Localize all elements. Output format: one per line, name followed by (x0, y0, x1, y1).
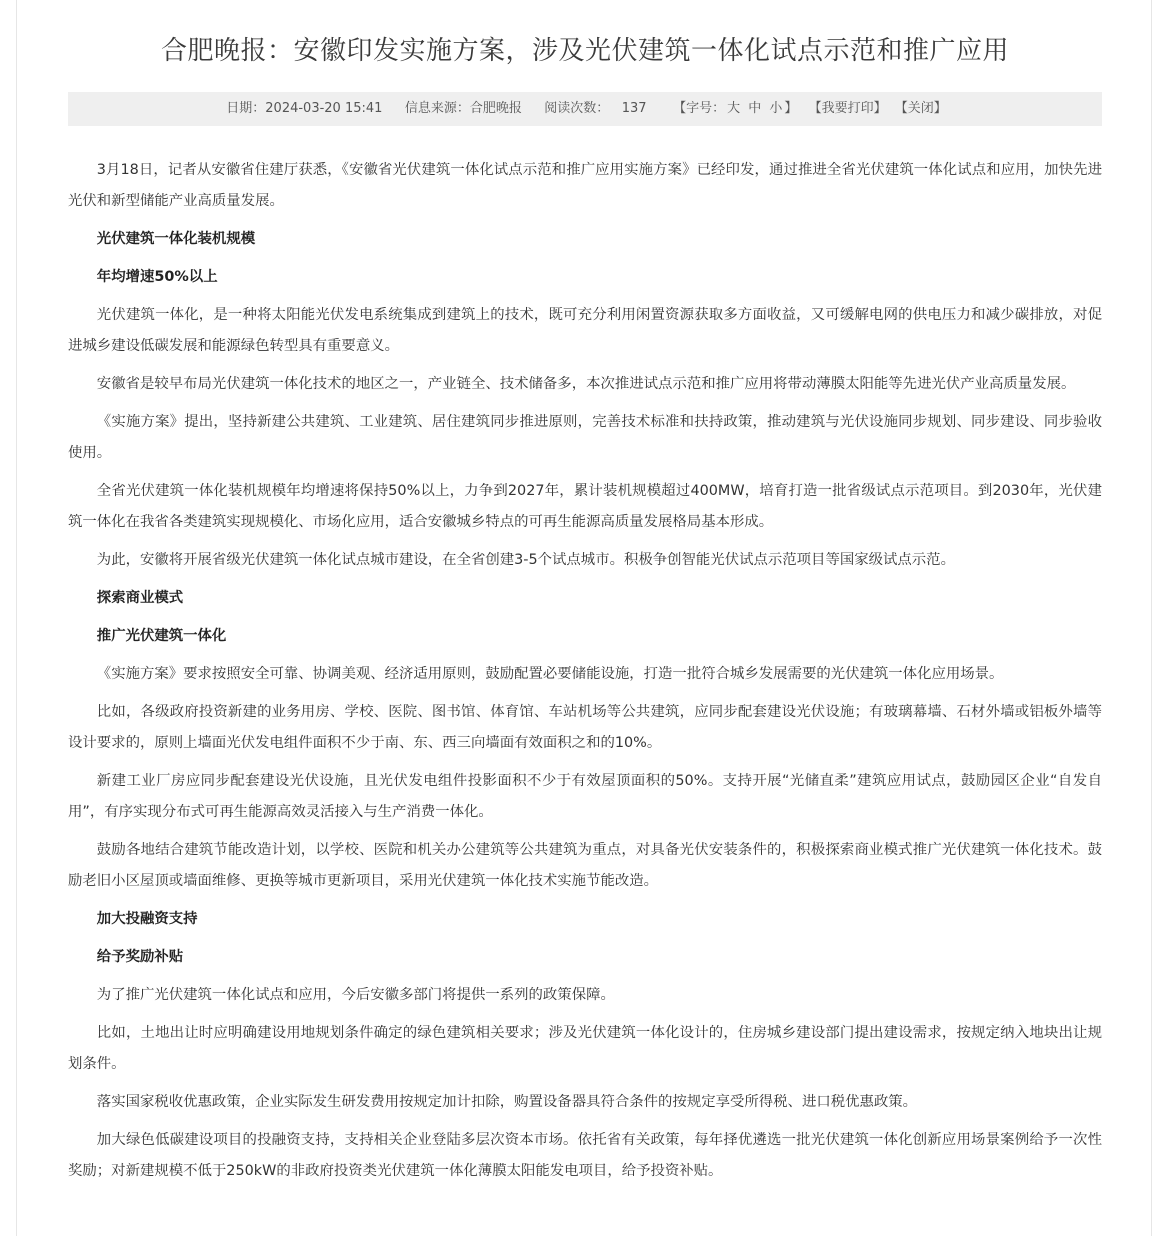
close-button[interactable]: 【关闭】 (894, 101, 947, 116)
date-info (226, 101, 382, 116)
section-subheading: 给予奖励补贴 (96, 949, 184, 965)
print-button[interactable]: 【我要打印】 (808, 101, 887, 116)
article-body (68, 155, 1102, 1194)
article-meta-bar (68, 92, 1102, 126)
paragraph: 3月18日，记者从安徽省住建厅获悉，《安徽省光伏建筑一体化试点示范和推广应用实施方案》已经印发，通过推进全省光伏建筑一体化试点和应用，加快先进光伏和新型储能产业高质量发展。 (68, 162, 1102, 209)
section-subheading: 年均增速50%以上 (96, 269, 218, 285)
font-large-button[interactable]: 大 (727, 101, 741, 116)
paragraph: 《实施方案》提出，坚持新建公共建筑、工业建筑、居住建筑同步推进原则，完善技术标准和扶持政策，推动建筑与光伏设施同步规划、同步建设、同步验收使用。 (68, 414, 1102, 461)
font-small-button[interactable]: 小 (769, 101, 783, 116)
font-size-prefix: 【字号： (673, 101, 726, 116)
date-label: 日期： (226, 101, 266, 116)
source-name: 合肥晚报 (469, 101, 522, 116)
views-label: 阅读次数： (544, 101, 610, 116)
paragraph: 为此，安徽将开展省级光伏建筑一体化试点城市建设，在全省创建3-5个试点城市。积极争创智能光伏试点示范项目等国家级试点示范。 (96, 552, 955, 568)
views-info (544, 101, 646, 116)
source-info (405, 101, 522, 116)
paragraph: 为了推广光伏建筑一体化试点和应用，今后安徽多部门将提供一系列的政策保障。 (96, 987, 615, 1003)
paragraph: 光伏建筑一体化，是一种将太阳能光伏发电系统集成到建筑上的技术，既可充分利用闲置资源获取多方面收益，又可缓解电网的供电压力和减少碳排放，对促进城乡建设低碳发展和能源绿色转型具有重要意义。 (68, 307, 1102, 354)
paragraph: 《实施方案》要求按照安全可靠、协调美观、经济适用原则，鼓励配置必要储能设施，打造一批符合城乡发展需要的光伏建筑一体化应用场景。 (96, 666, 1004, 682)
section-heading: 探索商业模式 (96, 590, 184, 606)
paragraph: 比如，土地出让时应明确建设用地规划条件确定的绿色建筑相关要求；涉及光伏建筑一体化设计的，住房城乡建设部门提出建设需求，按规定纳入地块出让规划条件。 (68, 1025, 1102, 1072)
section-subheading: 推广光伏建筑一体化 (96, 628, 227, 644)
section-heading: 光伏建筑一体化装机规模 (96, 231, 256, 247)
paragraph: 安徽省是较早布局光伏建筑一体化技术的地区之一，产业链全、技术储备多，本次推进试点示范和推广应用将带动薄膜太阳能等先进光伏产业高质量发展。 (96, 376, 1076, 392)
paragraph: 全省光伏建筑一体化装机规模年均增速将保持50%以上，力争到2027年，累计装机规模超过400MW，培育打造一批省级试点示范项目。到2030年，光伏建筑一体化在我省各类建筑实现规模化、市场化应用，适合安徽城乡特点的可再生能源高质量发展格局基本形成。 (68, 483, 1102, 530)
paragraph: 鼓励各地结合建筑节能改造计划，以学校、医院和机关办公建筑等公共建筑为重点，对具备光伏安装条件的，积极探索商业模式推广光伏建筑一体化技术。鼓励老旧小区屋顶或墙面维修、更换等城市更新项目，采用光伏建筑一体化技术实施节能改造。 (68, 842, 1102, 889)
font-size-suffix: 】 (784, 101, 798, 116)
paragraph: 新建工业厂房应同步配套建设光伏设施，且光伏发电组件投影面积不少于有效屋顶面积的50%。支持开展“光储直柔”建筑应用试点，鼓励园区企业“自发自用”，有序实现分布式可再生能源高效灵活接入与生产消费一体化。 (68, 773, 1102, 820)
paragraph: 加大绿色低碳建设项目的投融资支持，支持相关企业登陆多层次资本市场。依托省有关政策，每年择优遴选一批光伏建筑一体化创新应用场景案例给予一次性奖励；对新建规模不低于250kW的非政府投资类光伏建筑一体化薄膜太阳能发电项目，给予投资补贴。 (68, 1132, 1102, 1179)
paragraph: 落实国家税收优惠政策，企业实际发生研发费用按规定加计扣除，购置设备器具符合条件的按规定享受所得税、进口税优惠政策。 (96, 1094, 918, 1110)
paragraph: 比如，各级政府投资新建的业务用房、学校、医院、图书馆、体育馆、车站机场等公共建筑，应同步配套建设光伏设施；有玻璃幕墙、石材外墙或铝板外墙等设计要求的，原则上墙面光伏发电组件面积不少于南、东、西三向墙面有效面积之和的10%。 (68, 704, 1102, 751)
font-medium-button[interactable]: 中 (748, 101, 762, 116)
font-size-controls (673, 101, 797, 116)
section-heading: 加大投融资支持 (96, 911, 198, 927)
publish-date: 2024-03-20 15:41 (265, 101, 383, 116)
article-title: 合肥晚报：安徽印发实施方案，涉及光伏建筑一体化试点示范和推广应用 (160, 36, 1009, 66)
source-label: 信息来源： (404, 101, 470, 116)
view-count: 137 (621, 101, 647, 116)
